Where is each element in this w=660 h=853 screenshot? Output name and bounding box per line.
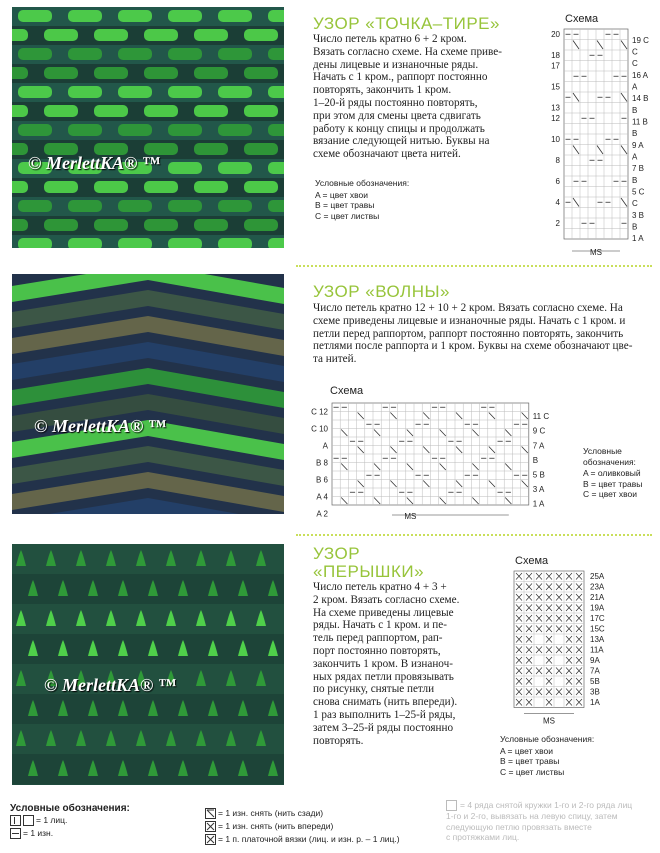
knit-bar bbox=[218, 86, 252, 98]
row-label: 15 bbox=[551, 82, 560, 92]
row-label: A bbox=[632, 82, 638, 92]
row-label: 25A bbox=[590, 572, 605, 581]
row-label: C bbox=[632, 199, 638, 209]
knit-bar bbox=[194, 143, 228, 155]
row-label: 3B bbox=[590, 687, 600, 697]
knit-bar bbox=[168, 162, 202, 174]
divider bbox=[296, 534, 652, 536]
knit-bar bbox=[12, 143, 28, 155]
slip-back-icon bbox=[205, 808, 216, 819]
knit-bar bbox=[168, 124, 202, 136]
pattern2-chart bbox=[300, 399, 565, 527]
knit-bar bbox=[18, 200, 52, 212]
knit-bar bbox=[144, 105, 178, 117]
row-label: B bbox=[632, 175, 638, 185]
knit-bar bbox=[68, 124, 102, 136]
knit-bar bbox=[194, 29, 228, 41]
footer-legend-title: Условные обозначения: bbox=[10, 803, 130, 814]
knit-bar bbox=[118, 238, 152, 248]
photo-pattern-feathers bbox=[12, 544, 284, 785]
knit-bar bbox=[44, 181, 78, 193]
knit-bar bbox=[168, 238, 202, 248]
faded-symbol-icon bbox=[446, 800, 457, 811]
row-label: B bbox=[632, 105, 638, 115]
knit-bar bbox=[168, 10, 202, 22]
row-label: A bbox=[632, 152, 638, 162]
row-label: 11 B bbox=[632, 117, 648, 127]
garter-stitch-icon bbox=[205, 834, 216, 845]
knit-bar bbox=[244, 67, 278, 79]
row-label: 1 A bbox=[632, 234, 644, 244]
photo-pattern-waves bbox=[12, 274, 284, 514]
knit-bar bbox=[194, 219, 228, 231]
row-label: 7 B bbox=[632, 164, 645, 174]
slip-front-icon bbox=[205, 821, 216, 832]
knit-bar bbox=[68, 86, 102, 98]
row-label: 9 C bbox=[532, 426, 546, 436]
knit-bar bbox=[268, 124, 284, 136]
knit-bar bbox=[218, 200, 252, 212]
knit-bar bbox=[94, 105, 128, 117]
knit-bar bbox=[94, 29, 128, 41]
ms-label: MS bbox=[404, 512, 417, 521]
knit-symbol-icon bbox=[10, 815, 21, 826]
purl-symbol-icon bbox=[10, 828, 21, 839]
knit-bar bbox=[18, 10, 52, 22]
knit-bar bbox=[244, 143, 278, 155]
row-label: B bbox=[632, 222, 638, 232]
row-label: 1A bbox=[590, 698, 600, 707]
pattern3-legend: Условные обозначения: A = цвет хвои B = цвет травы C = цвет листвы bbox=[500, 734, 595, 777]
row-label: 11A bbox=[590, 645, 604, 655]
pattern1-schema-title: Схема bbox=[565, 13, 599, 25]
knit-bar bbox=[44, 29, 78, 41]
knit-bar bbox=[118, 124, 152, 136]
row-label: 21A bbox=[590, 593, 605, 602]
knit-bar bbox=[218, 162, 252, 174]
row-label: 2 bbox=[555, 219, 560, 228]
row-label: 19 C bbox=[632, 35, 649, 45]
knit-bar bbox=[144, 219, 178, 231]
row-label: 6 bbox=[555, 177, 560, 186]
row-label: 19A bbox=[590, 603, 605, 613]
row-label: 14 B bbox=[632, 94, 649, 104]
ms-label: MS bbox=[543, 716, 555, 726]
symbol-slip-front: = 1 изн. снять (нить впереди) bbox=[205, 821, 333, 832]
row-label: B bbox=[632, 129, 638, 139]
row-label: 1 A bbox=[532, 499, 545, 509]
knit-bar bbox=[168, 48, 202, 60]
row-label: 5B bbox=[590, 677, 600, 686]
row-label: 12 bbox=[551, 114, 560, 123]
knit-bar bbox=[18, 86, 52, 98]
symbol-purl: = 1 изн. bbox=[10, 828, 53, 839]
pattern1-title: УЗОР «ТОЧКА–ТИРЕ» bbox=[313, 14, 500, 33]
knit-bar bbox=[18, 124, 52, 136]
knit-bar bbox=[12, 29, 28, 41]
row-label: C bbox=[632, 47, 638, 57]
pattern3-title: УЗОР «ПЕРЫШКИ» bbox=[313, 544, 425, 581]
knit-bar bbox=[268, 86, 284, 98]
row-label: 3 B bbox=[632, 210, 645, 220]
row-label: 16 A bbox=[632, 70, 649, 80]
row-label: C bbox=[632, 59, 638, 69]
divider bbox=[296, 265, 652, 267]
knit-bar bbox=[18, 48, 52, 60]
knit-bar bbox=[118, 10, 152, 22]
knit-bar bbox=[268, 10, 284, 22]
knit-bar bbox=[268, 200, 284, 212]
row-label: 13 bbox=[551, 103, 560, 113]
row-label: 15C bbox=[590, 624, 605, 634]
knit-bar bbox=[218, 124, 252, 136]
knit-bar bbox=[68, 200, 102, 212]
knit-bar bbox=[68, 48, 102, 60]
knit-bar bbox=[268, 238, 284, 248]
knit-bar bbox=[94, 181, 128, 193]
row-label: 9A bbox=[590, 656, 600, 665]
knit-bar bbox=[94, 67, 128, 79]
pattern1-legend: Условные обозначения: A = цвет хвои B = цвет травы C = цвет листвы bbox=[315, 178, 410, 221]
row-label: 3 A bbox=[532, 484, 545, 494]
row-label: 10 bbox=[551, 135, 560, 144]
pattern2-title: УЗОР «ВОЛНЫ» bbox=[313, 282, 450, 301]
knit-bar bbox=[194, 181, 228, 193]
knit-bar bbox=[168, 200, 202, 212]
pattern1-description: Число петель кратно 6 + 2 кром. Вязать согласно схеме. На схеме приве- дены лицевые и изнаночные ряды. Начать с 1 кром., раппорт постоянно повторять, закончить 1 кром. 1–20-й ряды постоянно повторять, при этом для смены цвета сдвигать работу к концу спицы и продолжать вязание следующей нитью. Буквы на схеме обозначают цвета нитей. bbox=[313, 33, 502, 161]
knit-bar bbox=[244, 29, 278, 41]
knit-bar bbox=[12, 181, 28, 193]
knit-bar bbox=[194, 105, 228, 117]
pattern3-schema-title: Схема bbox=[515, 555, 549, 567]
symbol-slip-back: = 1 изн. снять (нить сзади) bbox=[205, 808, 323, 819]
row-label: 11 C bbox=[532, 412, 550, 422]
knit-bar bbox=[118, 48, 152, 60]
knit-bar bbox=[12, 105, 28, 117]
row-label: 7 A bbox=[532, 441, 545, 451]
knit-bar bbox=[144, 181, 178, 193]
pattern2-schema-title: Схема bbox=[330, 385, 364, 397]
knit-bar bbox=[218, 48, 252, 60]
pattern1-chart bbox=[540, 27, 658, 255]
row-label: A 2 bbox=[316, 509, 328, 519]
knit-bar bbox=[218, 238, 252, 248]
row-label: 23A bbox=[590, 582, 605, 592]
row-label: C 12 bbox=[311, 407, 328, 417]
knit-bar bbox=[268, 162, 284, 174]
photo-pattern-dot-dash bbox=[12, 7, 284, 248]
symbol-garter: = 1 п. платочной вязки (лиц. и изн. р. – 1 лиц.) bbox=[205, 834, 400, 845]
row-label: B 8 bbox=[315, 458, 328, 468]
knit-bar bbox=[118, 86, 152, 98]
knit-bar bbox=[68, 238, 102, 248]
pattern2-legend: Условные обозначения: A = оливковый B = цвет травы C = цвет хвои bbox=[583, 446, 643, 499]
knit-bar bbox=[244, 105, 278, 117]
row-label: A 4 bbox=[316, 492, 328, 502]
knit-bar bbox=[118, 200, 152, 212]
row-label: 5 C bbox=[632, 187, 645, 197]
knit-bar bbox=[218, 10, 252, 22]
row-label: 5 B bbox=[532, 470, 545, 480]
knit-bar bbox=[12, 219, 28, 231]
row-label: A bbox=[322, 441, 328, 451]
row-label: B bbox=[532, 455, 539, 465]
knit-bar bbox=[168, 86, 202, 98]
symbol-knit: = 1 лиц. bbox=[10, 815, 67, 826]
row-label: B 6 bbox=[315, 475, 328, 485]
knit-bar bbox=[68, 10, 102, 22]
footer-faded-text: = 4 ряда снятой кружки 1-го и 2-го ряда лиц 1-го и 2-го, вывязать на левую спицу, затем следующую петлю провязать вместе с протяжками лиц. bbox=[446, 800, 633, 843]
knit-bar bbox=[44, 219, 78, 231]
row-label: C 10 bbox=[311, 424, 328, 434]
knit-symbol-blank-icon bbox=[23, 815, 34, 826]
knit-bar bbox=[144, 67, 178, 79]
watermark: © MerlettKA® ™ bbox=[44, 675, 176, 695]
row-label: 7A bbox=[590, 666, 600, 676]
knit-bar bbox=[94, 219, 128, 231]
row-label: 4 bbox=[555, 198, 560, 207]
knit-bar bbox=[144, 29, 178, 41]
watermark: © MerlettKA® ™ bbox=[28, 153, 160, 173]
row-label: 8 bbox=[555, 156, 560, 165]
row-label: 20 bbox=[551, 30, 560, 39]
watermark: © MerlettKA® ™ bbox=[34, 416, 166, 436]
knit-bar bbox=[194, 67, 228, 79]
ms-label: MS bbox=[590, 248, 602, 257]
knit-bar bbox=[18, 238, 52, 248]
knit-bar bbox=[244, 219, 278, 231]
row-label: 9 A bbox=[632, 140, 644, 150]
knit-bar bbox=[12, 67, 28, 79]
knit-bar bbox=[44, 105, 78, 117]
pattern2-description: Число петель кратно 12 + 10 + 2 кром. Вязать согласно схеме. На схеме приведены лицевые и изнаночные ряды. Начать с 1 кром. и петли перед раппортом, раппорт постоянно повторять, закончить петлями после раппорта и 1 кром. Буквы на схеме обозначают цве- та нитей. bbox=[313, 302, 633, 366]
knit-bar bbox=[44, 67, 78, 79]
pattern3-description: Число петель кратно 4 + 3 + 2 кром. Вязать согласно схеме. На схеме приведены лицевые ряды. Начать с 1 кром. и пе- тель перед раппортом, рап- порт постоянно повторять, закончить 1 кром. В изнаноч- ных рядах петли провязывать по рисунку, снятые петли снова снимать (нить впереди). 1 раз выполнить 1–25-й ряды, затем 3–25-й ряды постоянно повторять. bbox=[313, 581, 460, 747]
row-label: 18 bbox=[551, 51, 560, 60]
row-label: 13A bbox=[590, 635, 605, 644]
row-label: 17 bbox=[551, 61, 560, 71]
row-label: 17C bbox=[590, 614, 605, 623]
pattern3-chart bbox=[512, 569, 622, 726]
knit-bar bbox=[244, 181, 278, 193]
knit-bar bbox=[268, 48, 284, 60]
